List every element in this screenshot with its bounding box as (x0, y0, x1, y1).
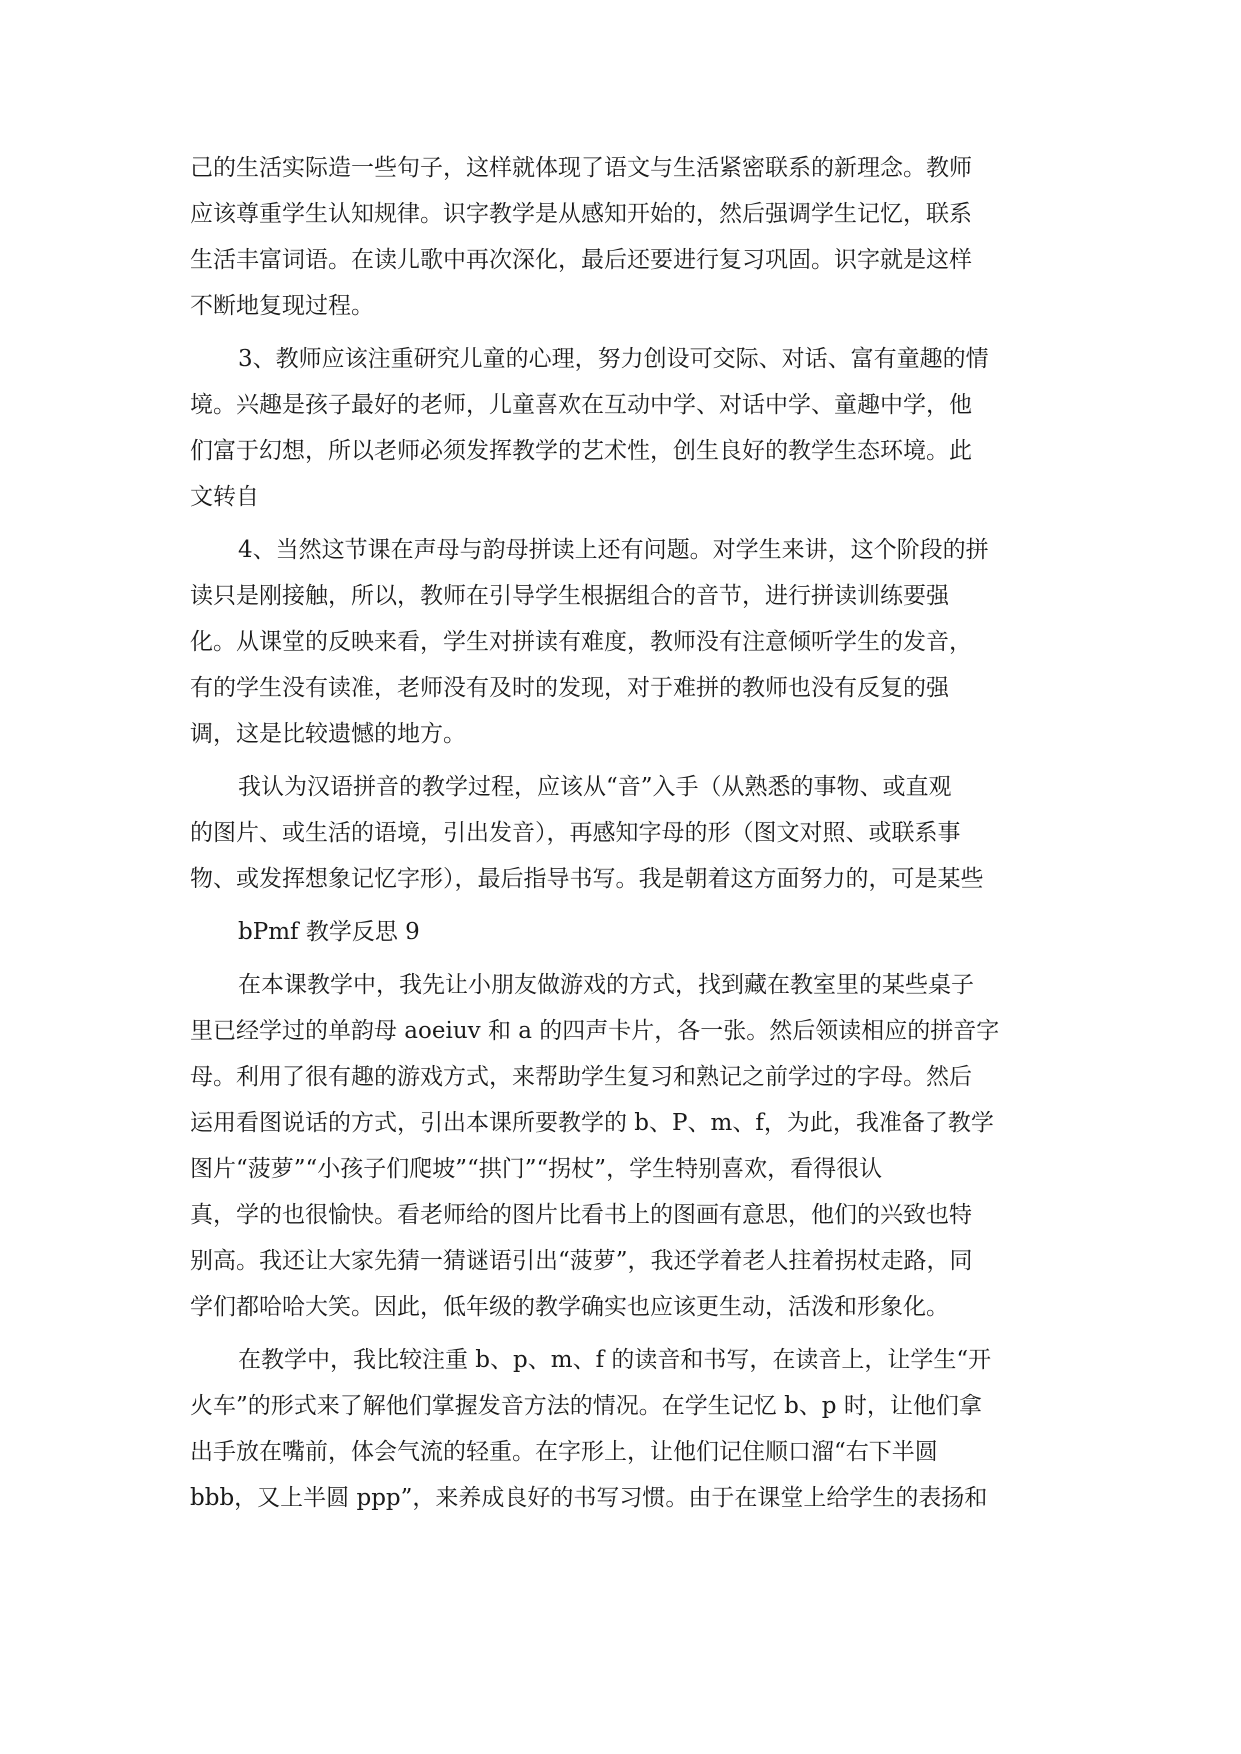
paragraph (190, 145, 1060, 329)
paragraph (190, 962, 1060, 1330)
text-line: 的图片、或生活的语境，引出发音），再感知字母的形（图文对照、或联系事 (190, 820, 961, 846)
text-line: 出手放在嘴前，体会气流的轻重。在字形上，让他们记住顺口溜“右下半圆 (190, 1439, 938, 1465)
text-line: 境。兴趣是孩子最好的老师，儿童喜欢在互动中学、对话中学、童趣中学，他 (190, 392, 972, 418)
text-line: 母。利用了很有趣的游戏方式，来帮助学生复习和熟记之前学过的字母。然后 (190, 1064, 972, 1090)
text-line: 生活丰富词语。在读儿歌中再次深化，最后还要进行复习巩固。识字就是这样 (190, 247, 972, 273)
text-line: 物、或发挥想象记忆字形），最后指导书写。我是朝着这方面努力的，可是某些 (190, 866, 984, 892)
text-line: 化。从课堂的反映来看，学生对拼读有难度，教师没有注意倾听学生的发音， (190, 629, 972, 655)
paragraph (190, 1337, 1060, 1521)
text-line: 图片“菠萝”“小孩子们爬坡”“拱门”“拐杖”，学生特别喜欢，看得很认 (190, 1156, 883, 1182)
text-line: 运用看图说话的方式，引出本课所要教学的 b、P、m、f，为此，我准备了教学 (190, 1110, 994, 1136)
text-line: 在教学中，我比较注重 b、p、m、f 的读音和书写，在读音上，让学生“开 (238, 1347, 992, 1373)
text-line: bbb，又上半圆 ppp”，来养成良好的书写习惯。由于在课堂上给学生的表扬和 (190, 1485, 988, 1511)
text-line: 3、教师应该注重研究儿童的心理，努力创设可交际、对话、富有童趣的情 (238, 346, 989, 372)
text-line: 不断地复现过程。 (190, 293, 374, 319)
text-line: 火车”的形式来了解他们掌握发音方法的情况。在学生记忆 b、p 时，让他们拿 (190, 1393, 982, 1419)
text-line: 真，学的也很愉快。看老师给的图片比看书上的图画有意思，他们的兴致也特 (190, 1202, 972, 1228)
text-line: 读只是刚接触，所以，教师在引导学生根据组合的音节，进行拼读训练要强 (190, 583, 949, 609)
text-line: 别高。我还让大家先猜一猜谜语引出“菠萝”，我还学着老人拄着拐杖走路，同 (190, 1248, 973, 1274)
document-body (190, 145, 1060, 1528)
text-line: 4、当然这节课在声母与韵母拼读上还有问题。对学生来讲，这个阶段的拼 (238, 537, 989, 563)
text-line: 我认为汉语拼音的教学过程，应该从“音”入手（从熟悉的事物、或直观 (238, 774, 952, 800)
text-line: 文转自 (190, 484, 259, 510)
paragraph (190, 764, 1060, 902)
text-line: 应该尊重学生认知规律。识字教学是从感知开始的，然后强调学生记忆，联系 (190, 201, 972, 227)
text-line: 们富于幻想，所以老师必须发挥教学的艺术性，创生良好的教学生态环境。此 (190, 438, 972, 464)
text-line: 调，这是比较遗憾的地方。 (190, 721, 466, 747)
paragraph (190, 336, 1060, 520)
paragraph (190, 909, 1060, 955)
text-line: bPmf 教学反思 9 (238, 919, 420, 945)
text-line: 学们都哈哈大笑。因此，低年级的教学确实也应该更生动，活泼和形象化。 (190, 1294, 949, 1320)
text-line: 里已经学过的单韵母 aoeiuv 和 a 的四声卡片，各一张。然后领读相应的拼音字 (190, 1018, 1000, 1044)
paragraph (190, 527, 1060, 757)
text-line: 有的学生没有读准，老师没有及时的发现，对于难拼的教师也没有反复的强 (190, 675, 949, 701)
text-line: 在本课教学中，我先让小朋友做游戏的方式，找到藏在教室里的某些桌子 (238, 972, 974, 998)
text-line: 己的生活实际造一些句子，这样就体现了语文与生活紧密联系的新理念。教师 (190, 155, 972, 181)
